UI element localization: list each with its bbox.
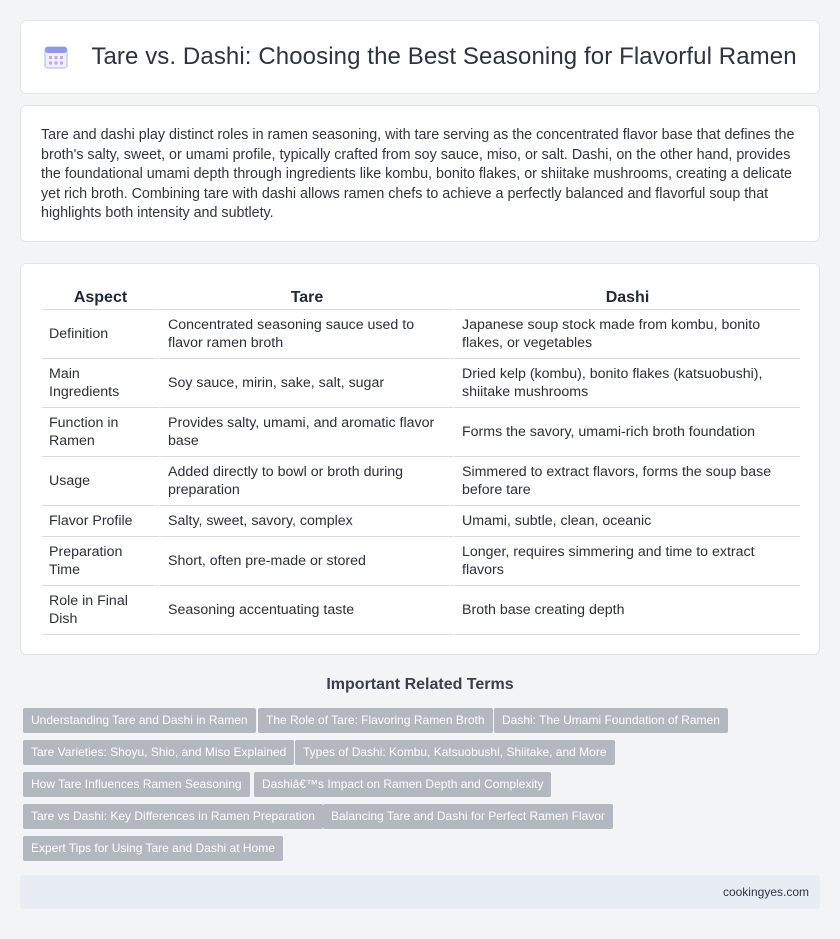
cell-aspect: Role in Final Dish bbox=[42, 586, 159, 635]
table-header-row bbox=[42, 284, 800, 310]
cell-aspect: Function in Ramen bbox=[42, 408, 159, 457]
cell-tare: Short, often pre-made or stored bbox=[159, 537, 453, 586]
related-term-tag[interactable]: Tare vs Dashi: Key Differences in Ramen Preparation bbox=[23, 804, 323, 829]
related-term-tag[interactable]: How Tare Influences Ramen Seasoning bbox=[23, 772, 250, 797]
related-term-tag[interactable]: Understanding Tare and Dashi in Ramen bbox=[23, 708, 256, 733]
cell-tare: Added directly to bowl or broth during preparation bbox=[159, 457, 453, 506]
table-row bbox=[42, 408, 800, 457]
table-row bbox=[42, 586, 800, 635]
table-row bbox=[42, 310, 800, 359]
footer bbox=[20, 875, 820, 909]
footer-site-name[interactable]: cookingyes.com bbox=[722, 885, 809, 899]
cell-dashi: Dried kelp (kombu), bonito flakes (katsuobushi), shiitake mushrooms bbox=[453, 359, 800, 408]
related-term-tag[interactable]: Dashi: The Umami Foundation of Ramen bbox=[494, 708, 728, 733]
cell-dashi: Simmered to extract flavors, forms the soup base before tare bbox=[453, 457, 800, 506]
comparison-table-card bbox=[20, 263, 820, 655]
cell-tare: Salty, sweet, savory, complex bbox=[159, 506, 453, 537]
cell-dashi: Longer, requires simmering and time to extract flavors bbox=[453, 537, 800, 586]
table-row bbox=[42, 457, 800, 506]
cell-tare: Seasoning accentuating taste bbox=[159, 586, 453, 635]
related-term-tag[interactable]: Tare Varieties: Shoyu, Shio, and Miso Explained bbox=[23, 740, 294, 765]
related-term-tag[interactable]: Balancing Tare and Dashi for Perfect Ramen Flavor bbox=[323, 804, 613, 829]
table-row bbox=[42, 359, 800, 408]
page-title: Tare vs. Dashi: Choosing the Best Seasoning for Flavorful Ramen bbox=[91, 43, 797, 70]
cell-tare: Provides salty, umami, and aromatic flavor base bbox=[159, 408, 453, 457]
table-row bbox=[42, 506, 800, 537]
title-card bbox=[20, 20, 820, 94]
cell-dashi: Umami, subtle, clean, oceanic bbox=[453, 506, 800, 537]
related-term-tag[interactable]: Types of Dashi: Kombu, Katsuobushi, Shiitake, and More bbox=[295, 740, 615, 765]
cell-aspect: Flavor Profile bbox=[42, 506, 159, 537]
header-aspect: Aspect bbox=[42, 284, 159, 310]
cell-aspect: Main Ingredients bbox=[42, 359, 159, 408]
header-dashi: Dashi bbox=[453, 284, 800, 310]
cell-aspect: Preparation Time bbox=[42, 537, 159, 586]
cell-tare: Soy sauce, mirin, sake, salt, sugar bbox=[159, 359, 453, 408]
cell-dashi: Forms the savory, umami-rich broth foundation bbox=[453, 408, 800, 457]
table-row bbox=[42, 537, 800, 586]
comparison-table bbox=[42, 284, 800, 635]
related-term-tag[interactable]: Expert Tips for Using Tare and Dashi at Home bbox=[23, 836, 283, 861]
header-tare: Tare bbox=[159, 284, 453, 310]
cell-dashi: Japanese soup stock made from kombu, bonito flakes, or vegetables bbox=[453, 310, 800, 359]
related-term-tag[interactable]: Dashiâ€™s Impact on Ramen Depth and Complexity bbox=[254, 772, 551, 797]
cell-dashi: Broth base creating depth bbox=[453, 586, 800, 635]
intro-card bbox=[20, 105, 820, 242]
cell-tare: Concentrated seasoning sauce used to flavor ramen broth bbox=[159, 310, 453, 359]
related-term-tag[interactable]: The Role of Tare: Flavoring Ramen Broth bbox=[258, 708, 493, 733]
cell-aspect: Definition bbox=[42, 310, 159, 359]
calendar-icon bbox=[43, 44, 69, 70]
related-terms-title: Important Related Terms bbox=[326, 676, 514, 693]
cell-aspect: Usage bbox=[42, 457, 159, 506]
intro-paragraph: Tare and dashi play distinct roles in ramen seasoning, with tare serving as the concentrated flavor base that defines the broth's salty, sweet, or umami profile, typically crafted from soy sauce, miso, or salt. Dashi, on the other hand, provides the foundational umami depth through ingredients like kombu, bonito flakes, or shiitake mushrooms, creating a delicate yet rich broth. Combining tare with dashi allows ramen chefs to achieve a perfectly balanced and flavorful soup that highlights both intensity and subtlety. bbox=[41, 127, 795, 222]
